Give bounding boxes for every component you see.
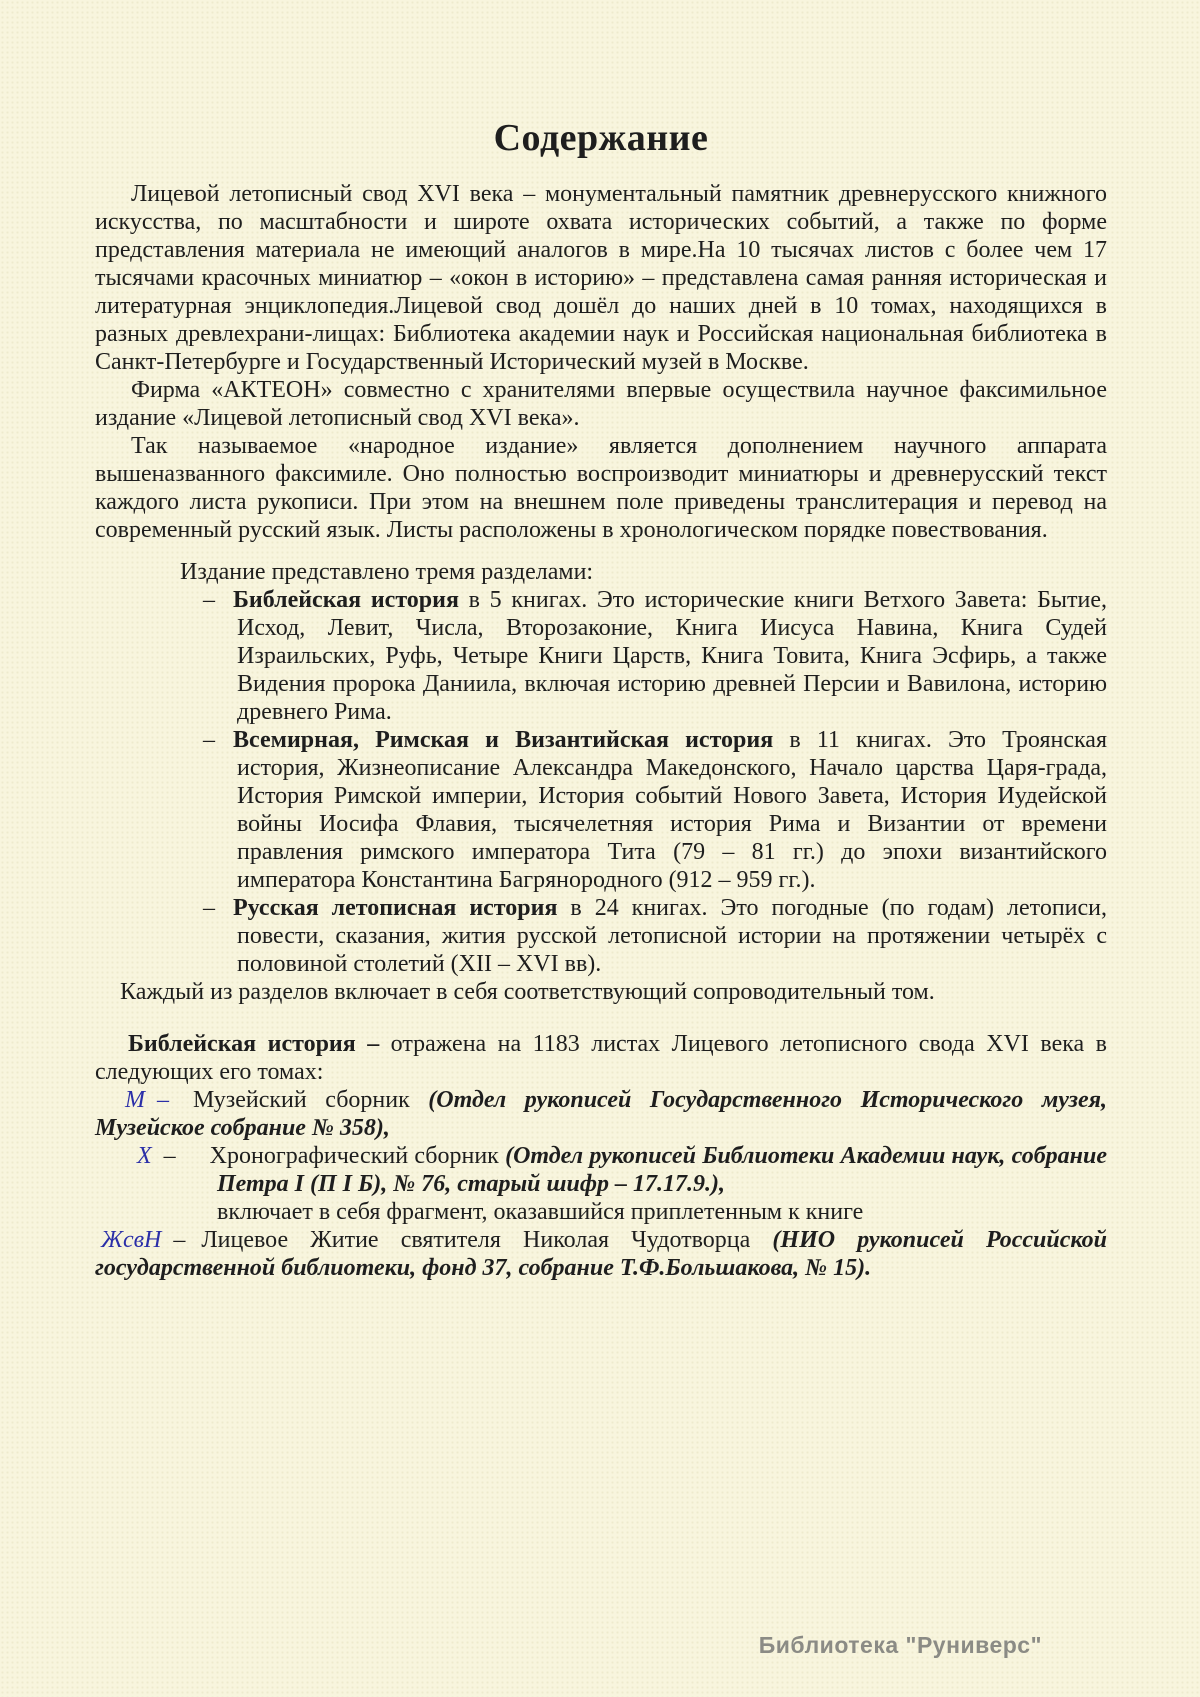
- volume-label-m: М: [125, 1087, 145, 1113]
- volume-detail: (Отдел рукописей Государственного Исторического музея, Музейское собрание № 358),: [95, 1087, 1107, 1141]
- biblical-history-paragraph: [95, 1030, 1107, 1086]
- volume-detail: (Отдел рукописей Библиотеки Академии наук, собрание Петра I (П I Б), № 76, старый шифр – 17.17.9.),: [217, 1143, 1107, 1197]
- section-text: в 11 книгах. Это Троянская история, Жизнеописание Александра Македонского, Начало царства Царя-града, История Римской империи, История событий Нового Завета, История Иудейской войны Иосифа Флавия, тысячелетняя история Рима и Византии от времени правления римского императора Тита (79 – 81 гг.) до эпохи византийского императора Константина Багрянородного (912 – 959 гг.).: [237, 727, 1107, 893]
- page-title: Содержание: [493, 117, 709, 159]
- volume-name: Музейский сборник: [193, 1087, 429, 1113]
- volume-entry-zhsvn: [95, 1226, 1107, 1282]
- volume-entry-x: [95, 1142, 1107, 1198]
- section-item-russian-chronicle: [95, 894, 1107, 978]
- paragraph-intro-chronicle: Лицевой летописный свод XVI века – монументальный памятник древнерусского книжного искусства, по масштабности и широте охвата исторических событий, а также по форме представления материала не имеющий аналогов в мире.На 10 тысячах листов с более чем 17 тысячами красочных миниатюр – «окон в историю» – представлена самая ранняя историческая и литературная энциклопедия.Лицевой свод дошёл до наших дней в 10 томах, находящихся в разных древлехрани-лищах: Библиотека академии наук и Российская национальная библиотека в Санкт-Петербурге и Государственный Исторический музей в Москве.: [95, 181, 1107, 375]
- volume-label-zhsvn: ЖсвН: [101, 1227, 162, 1253]
- volume-name: Лицевое Житие святителя Николая Чудотворца: [201, 1227, 773, 1253]
- tab-spacer: [185, 1246, 201, 1247]
- section-text: в 24 книгах. Это погодные (по годам) летописи, повести, сказания, жития русской летописной истории на протяжении четырёх с половиной столетий (XII – XVI вв).: [237, 895, 1108, 977]
- volume-dash: –: [173, 1227, 186, 1253]
- section-item-world-history: [95, 726, 1107, 894]
- volume-dash: –: [157, 1087, 169, 1113]
- section-title: Русская летописная история: [233, 895, 558, 921]
- paragraph-akteon: Фирма «АКТЕОН» совместно с хранителями впервые осуществила научное факсимильное издание «Лицевой летописный свод XVI века».: [95, 377, 1107, 431]
- volume-label-x: Х: [137, 1143, 152, 1169]
- list-dash: –: [203, 727, 215, 753]
- volume-dash: –: [163, 1143, 176, 1169]
- section-title: Библейская история: [233, 587, 459, 613]
- runivers-watermark: Библиотека "Руниверс": [758, 1632, 1042, 1658]
- section-item-biblical: [95, 586, 1107, 726]
- tab-spacer: [169, 1106, 193, 1107]
- paragraph-folk-edition: Так называемое «народное издание» является дополнением научного аппарата вышеназванного факсимиле. Оно полностью воспроизводит миниатюры и древнерусский текст каждого листа рукописи. При этом на внешнем поле приведены транслитерация и перевод на современный русский язык. Листы расположены в хронологическом порядке повествования.: [95, 433, 1107, 543]
- list-dash: –: [203, 895, 215, 921]
- volume-detail: (НИО рукописей Российской государственной библиотеки, фонд 37, собрание Т.Ф.Большакова, № 15).: [95, 1227, 1108, 1281]
- volume-entry-m: [95, 1086, 1107, 1142]
- sections-intro: Издание представлено тремя разделами:: [180, 559, 594, 585]
- section-text: в 5 книгах. Это исторические книги Ветхого Завета: Бытие, Исход, Левит, Числа, Второзаконие, Книга Иисуса Навина, Книга Судей Израильских, Руфь, Четыре Книги Царств, Книга Товита, Книга Эсфирь, а также Видения пророка Даниила, включая историю древней Персии и Вавилона, историю древнего Рима.: [237, 587, 1107, 725]
- list-dash: –: [203, 587, 215, 613]
- biblical-history-title: Библейская история –: [128, 1031, 380, 1057]
- volume-entry-x-continuation: включает в себя фрагмент, оказавшийся приплетенным к книге: [217, 1199, 864, 1225]
- biblical-history-text: отражена на 1183 листах Лицевого летописного свода XVI века в следующих его томах:: [95, 1031, 1107, 1085]
- tab-spacer: [176, 1162, 210, 1163]
- sections-outro: Каждый из разделов включает в себя соответствующий сопроводительный том.: [120, 979, 935, 1005]
- document-content: [95, 116, 1107, 1282]
- volume-name: Хронографический сборник: [209, 1143, 506, 1169]
- section-title: Всемирная, Римская и Византийская история: [233, 727, 774, 753]
